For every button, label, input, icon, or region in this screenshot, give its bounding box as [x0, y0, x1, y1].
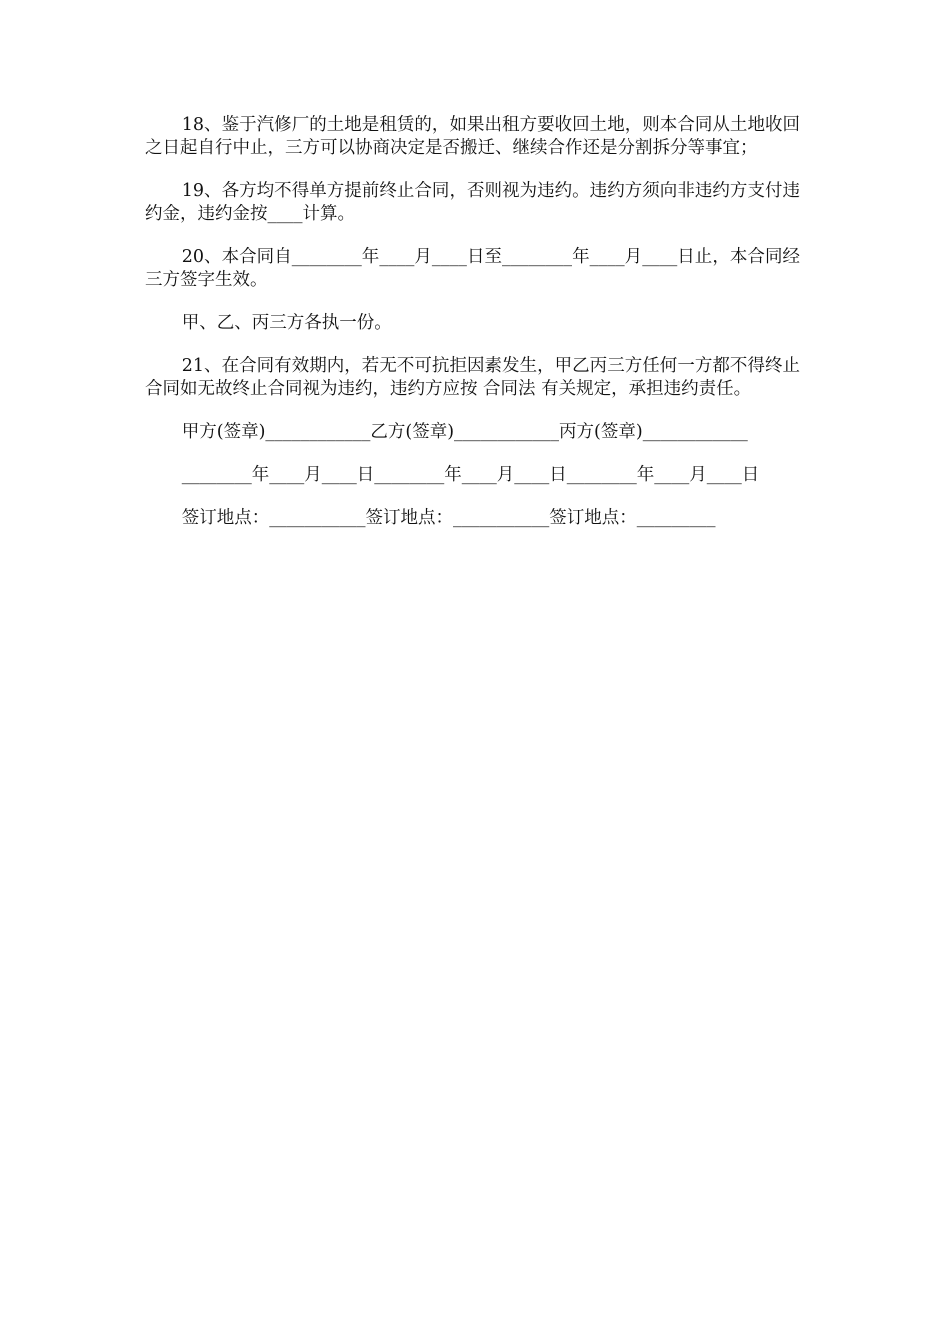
signing-place-line: 签订地点：___________签订地点：___________签订地点：_________: [181, 508, 716, 528]
date-line: ________年____月____日________年____月____日________年____月____日: [181, 465, 760, 485]
copies-note: 甲、乙、丙三方各执一份。: [181, 313, 392, 333]
clause-21: 21、在合同有效期内，若无不可抗拒因素发生，甲乙丙三方任何一方都不得终止合同如无故终止合同视为违约，违约方应按 合同法 有关规定，承担违约责任。: [145, 356, 800, 399]
clause-18: 18、鉴于汽修厂的土地是租赁的，如果出租方要收回土地，则本合同从土地收回之日起自行中止，三方可以协商决定是否搬迁、继续合作还是分割拆分等事宜；: [145, 115, 800, 158]
document-body: [145, 114, 800, 550]
clause-19: 19、各方均不得单方提前终止合同，否则视为违约。违约方须向非违约方支付违约金，违约金按____计算。: [145, 181, 800, 224]
clause-20: 20、本合同自________年____月____日至________年____月____日止，本合同经三方签字生效。: [145, 247, 800, 290]
signature-line: 甲方(签章)____________乙方(签章)____________丙方(签章)____________: [181, 422, 748, 442]
